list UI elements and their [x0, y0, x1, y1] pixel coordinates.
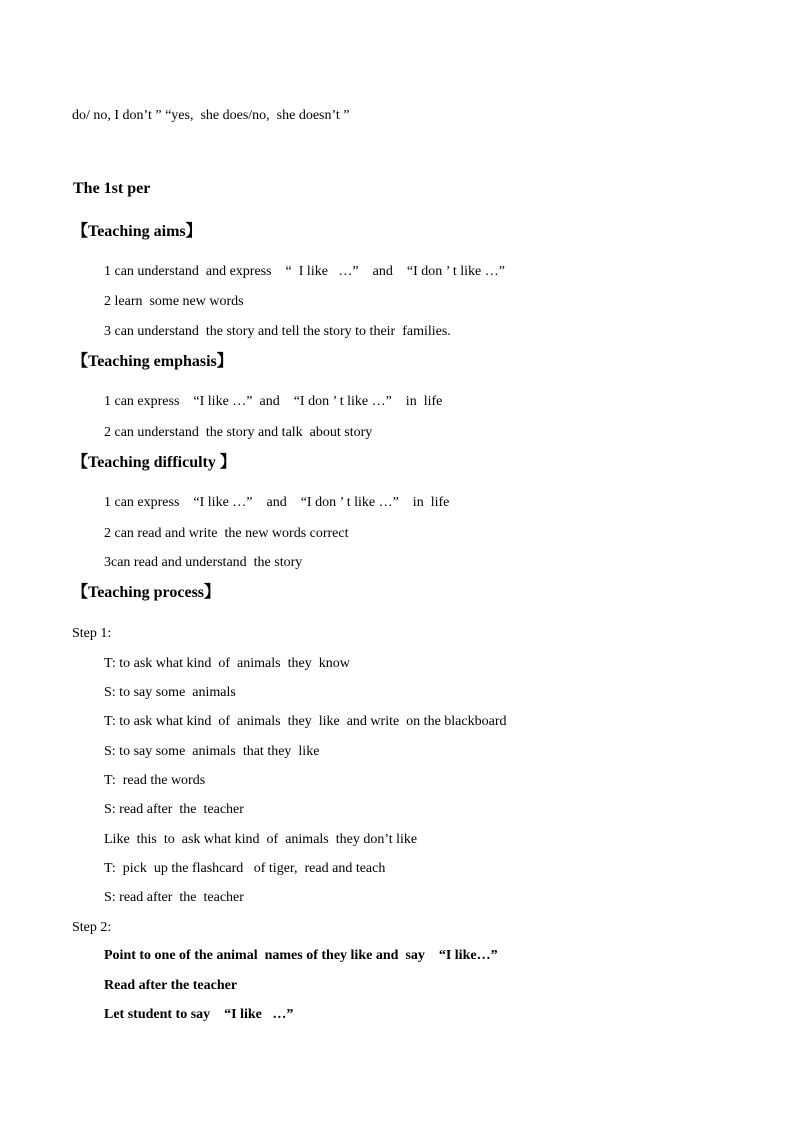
step1-line: S: to say some animals that they like [104, 744, 320, 759]
aims-item: 1 can understand and express “ I like …” and “I don ’ t like …” [104, 264, 505, 279]
step2-line: Let student to say “I like …” [104, 1007, 294, 1022]
step1-line: S: read after the teacher [104, 802, 244, 817]
step1-line: T: to ask what kind of animals they know [104, 656, 350, 671]
step2-line: Read after the teacher [104, 978, 238, 993]
difficulty-item: 1 can express “I like …” and “I don ’ t like …” in life [104, 495, 450, 510]
difficulty-heading: 【Teaching difficulty 】 [72, 454, 236, 471]
intro-line: do/ no, I don’t ” “yes, she does/no, she doesn’t ” [72, 108, 350, 123]
difficulty-item: 2 can read and write the new words correct [104, 526, 349, 541]
difficulty-item: 3can read and understand the story [104, 555, 303, 570]
step1-line: Like this to ask what kind of animals they don’t like [104, 832, 418, 847]
step1-line: T: pick up the flashcard of tiger, read and teach [104, 861, 386, 876]
emphasis-item: 1 can express “I like …” and “I don ’ t like …” in life [104, 394, 443, 409]
step2-label: Step 2: [72, 920, 112, 935]
step1-line: S: read after the teacher [104, 890, 244, 905]
step1-line: S: to say some animals [104, 685, 236, 700]
emphasis-item: 2 can understand the story and talk about story [104, 425, 373, 440]
process-heading: 【Teaching process】 [72, 584, 221, 601]
emphasis-heading: 【Teaching emphasis】 [72, 353, 233, 370]
step1-line: T: read the words [104, 773, 206, 788]
aims-item: 3 can understand the story and tell the story to their families. [104, 324, 451, 339]
aims-item: 2 learn some new words [104, 294, 244, 309]
step1-line: T: to ask what kind of animals they like and write on the blackboard [104, 714, 507, 729]
step2-line: Point to one of the animal names of they like and say “I like…” [104, 948, 498, 963]
step1-label: Step 1: [72, 626, 112, 641]
period-title: The 1st per [73, 180, 151, 197]
aims-heading: 【Teaching aims】 [72, 223, 202, 240]
